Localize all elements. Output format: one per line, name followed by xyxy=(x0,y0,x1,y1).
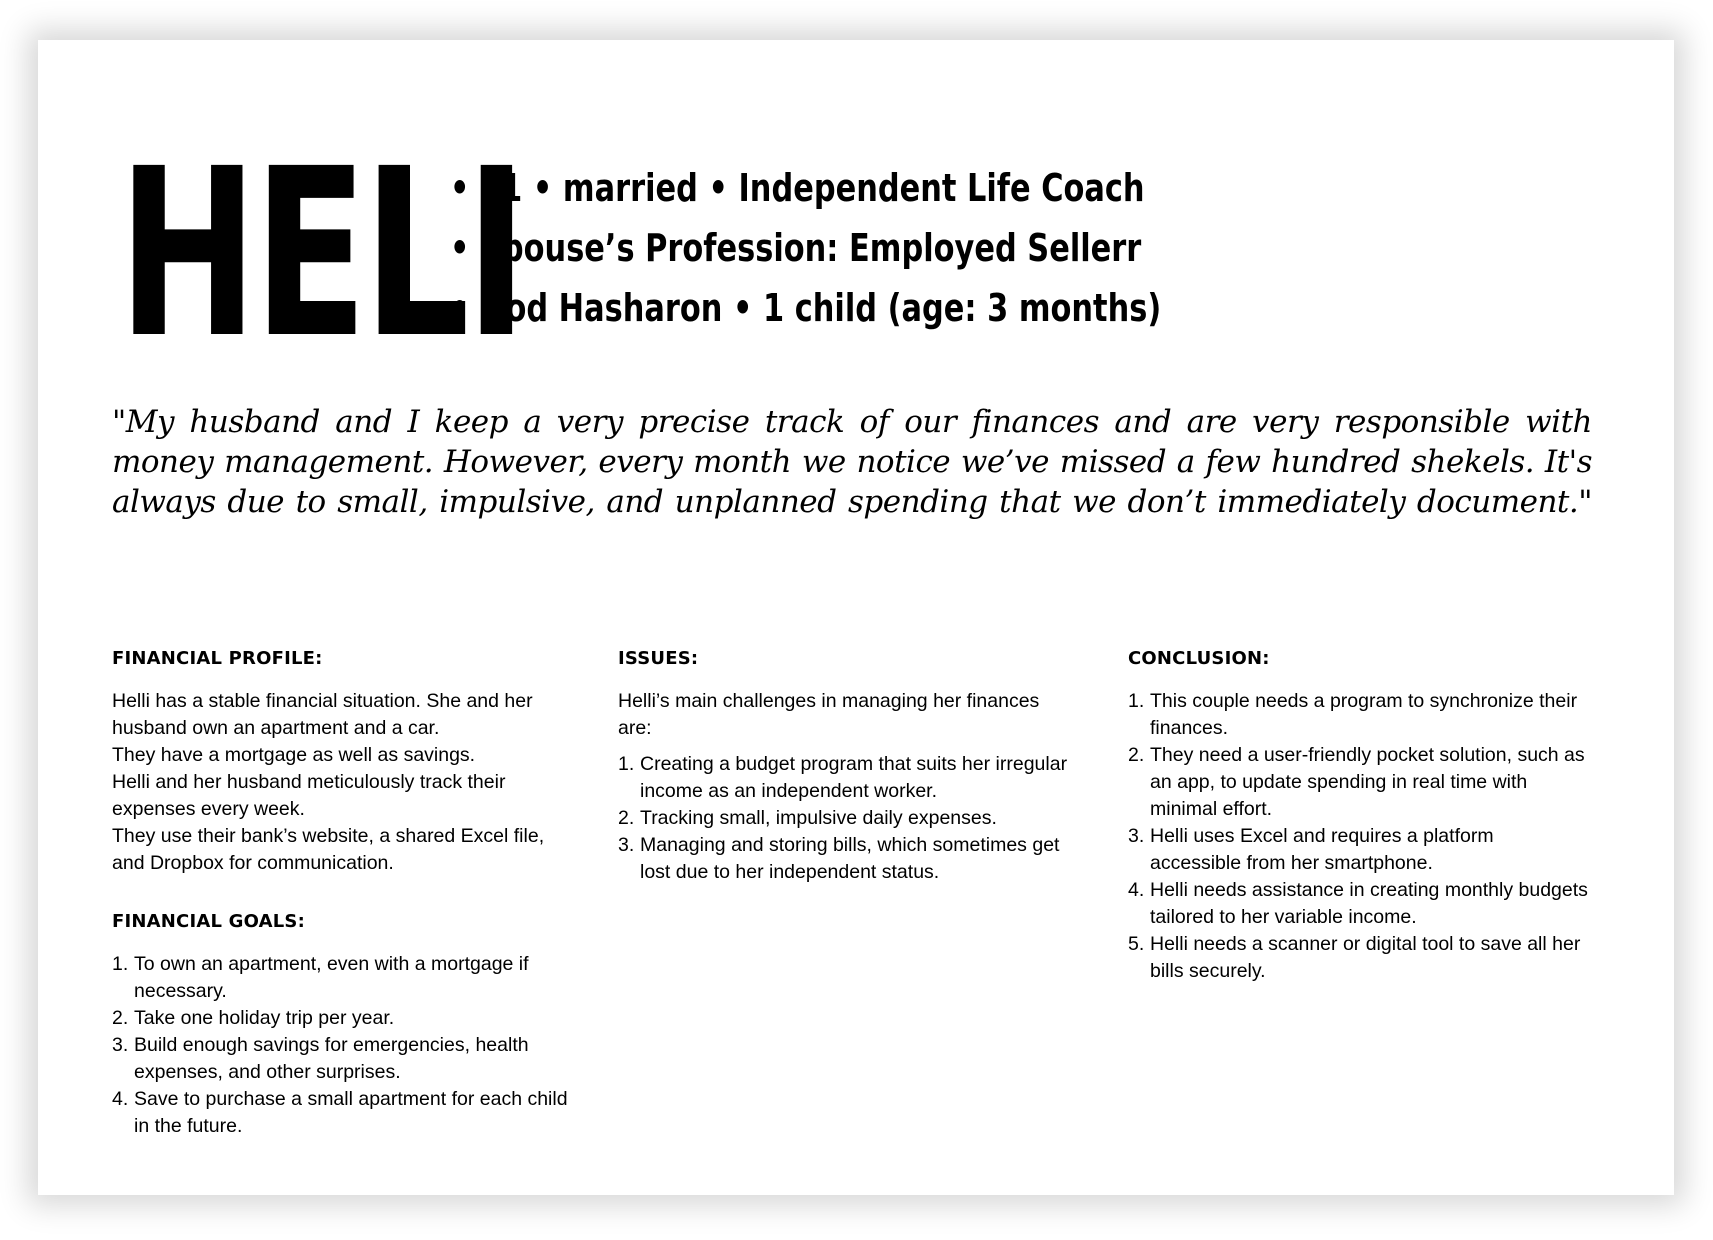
list-text: To own an apartment, even with a mortgage if necessary. xyxy=(134,953,529,1002)
list-item xyxy=(618,805,1078,832)
list-item xyxy=(112,1005,572,1032)
financial-profile-line: Helli and her husband meticulously track their expenses every week. xyxy=(112,771,506,820)
list-number: 1. xyxy=(1128,690,1145,712)
issues-title: ISSUES: xyxy=(618,648,699,669)
list-item xyxy=(1128,688,1588,742)
persona-quote: "My husband and I keep a very precise track of our finances and are very responsible with money management. However, every month we notice we’ve missed a few hundred shekels. It's always due to small, impulsive, and unplanned spending that we don’t immediately document." xyxy=(112,404,1592,520)
persona-fact: • 31 • married • Independent Life Coach xyxy=(450,166,1145,210)
list-number: 1. xyxy=(112,953,129,975)
list-item xyxy=(1128,742,1588,823)
list-item xyxy=(1128,823,1588,877)
list-text: Helli needs a scanner or digital tool to save all her bills securely. xyxy=(1150,933,1581,982)
issues-list xyxy=(618,751,1078,886)
persona-fact: • Spouse’s Profession: Employed Sellerr xyxy=(450,226,1142,270)
list-item xyxy=(1128,931,1588,985)
list-number: 4. xyxy=(1128,879,1145,901)
list-text: They need a user-friendly pocket solution, such as an app, to update spending in real time with minimal effort. xyxy=(1150,744,1585,820)
list-text: Creating a budget program that suits her irregular income as an independent worker. xyxy=(640,753,1068,802)
financial-profile-text xyxy=(112,688,572,877)
list-item xyxy=(112,1032,572,1086)
financial-goals-title: FINANCIAL GOALS: xyxy=(112,911,305,932)
financial-profile-title: FINANCIAL PROFILE: xyxy=(112,648,323,669)
list-text: Helli needs assistance in creating monthly budgets tailored to her variable income. xyxy=(1150,879,1588,928)
list-number: 3. xyxy=(1128,825,1145,847)
list-number: 3. xyxy=(112,1034,129,1056)
list-text: Tracking small, impulsive daily expenses. xyxy=(640,807,997,829)
conclusion-title: CONCLUSION: xyxy=(1128,648,1270,669)
list-item xyxy=(112,951,572,1005)
list-number: 2. xyxy=(112,1007,129,1029)
list-item xyxy=(1128,877,1588,931)
list-item xyxy=(618,751,1078,805)
list-text: Managing and storing bills, which sometimes get lost due to her independent status. xyxy=(640,834,1060,883)
list-number: 5. xyxy=(1128,933,1145,955)
list-number: 2. xyxy=(1128,744,1145,766)
column-conclusion xyxy=(1128,640,1588,985)
list-text: Helli uses Excel and requires a platform accessible from her smartphone. xyxy=(1150,825,1494,874)
financial-goals-list xyxy=(112,951,572,1140)
list-text: Build enough savings for emergencies, health expenses, and other surprises. xyxy=(134,1034,529,1083)
financial-profile-line: They use their bank’s website, a shared Excel file, and Dropbox for communication. xyxy=(112,825,545,874)
column-issues xyxy=(618,640,1078,886)
list-number: 3. xyxy=(618,834,635,856)
list-number: 2. xyxy=(618,807,635,829)
issues-intro: Helli’s main challenges in managing her finances are: xyxy=(618,690,1040,739)
column-financial xyxy=(112,640,572,1140)
list-item xyxy=(618,832,1078,886)
list-text: Take one holiday trip per year. xyxy=(134,1007,395,1029)
financial-profile-line: They have a mortgage as well as savings. xyxy=(112,744,476,766)
conclusion-list xyxy=(1128,688,1588,985)
persona-fact: • Hod Hasharon • 1 child (age: 3 months) xyxy=(450,286,1162,330)
list-item xyxy=(112,1086,572,1140)
list-text: Save to purchase a small apartment for each child in the future. xyxy=(134,1088,568,1137)
list-number: 1. xyxy=(618,753,635,775)
persona-card xyxy=(38,40,1674,1195)
financial-profile-line: Helli has a stable financial situation. She and her husband own an apartment and a car. xyxy=(112,690,533,739)
list-number: 4. xyxy=(112,1088,129,1110)
list-text: This couple needs a program to synchronize their finances. xyxy=(1150,690,1578,739)
persona-name: HELI xyxy=(118,119,524,389)
persona-facts xyxy=(450,158,1339,338)
